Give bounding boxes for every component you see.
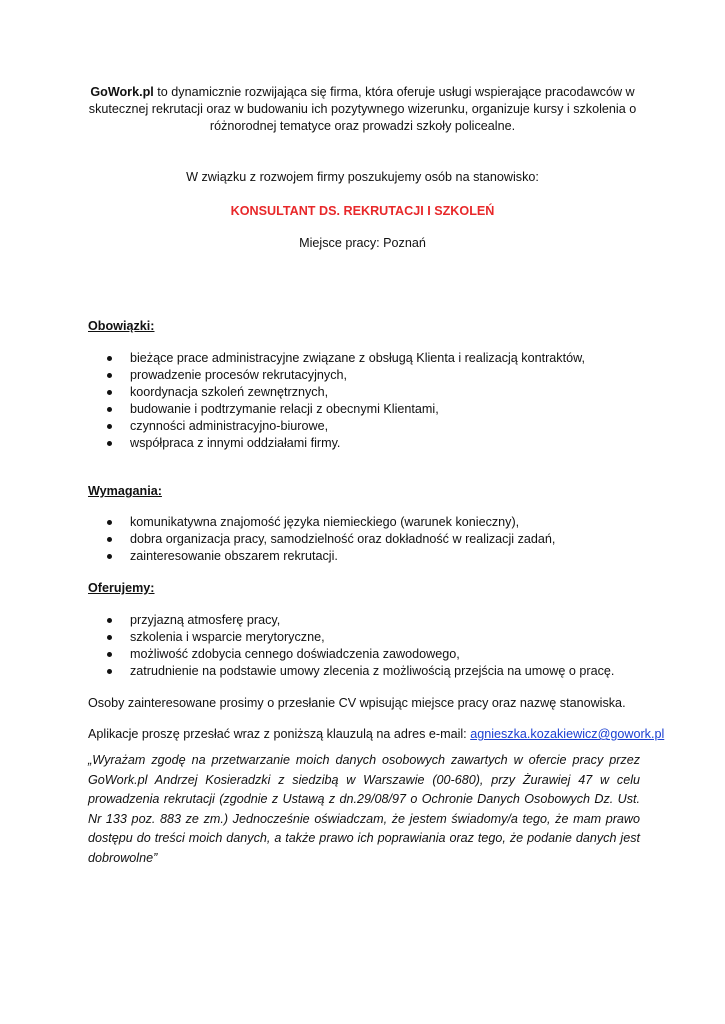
list-item: budowanie i podtrzymanie relacji z obecnymi Klientami, [88,401,585,418]
list-item: koordynacja szkoleń zewnętrznych, [88,384,585,401]
list-item: dobra organizacja pracy, samodzielność oraz dokładność w realizacji zadań, [88,531,555,548]
list-item: czynności administracyjno-biurowe, [88,418,585,435]
list-item: zainteresowanie obszarem rekrutacji. [88,548,555,565]
requirements-heading: Wymagania: [88,484,162,498]
company-name: GoWork.pl [90,85,154,99]
application-line [88,726,665,743]
consent-clause: „Wyrażam zgodę na przetwarzanie moich danych osobowych zawartych w ofercie pracy przez GoWork.pl Andrzej Kosieradzki z siedzibą w Warszawie (00-680), przy Żurawiej 47 w celu prowadzenia rekrutacji (zgodnie z Ustawą z dn.29/08/97 o Ochronie Danych Osobowych Dz. Ust. Nr 133 poz. 883 ze zm.) Jednocześnie oświadczam, że jestem świadomy/a tego, że mam prawo dostępu do treści moich danych, a także prawo ich poprawiania oraz tego, że podanie danych jest dobrowolne” [88,753,640,865]
list-item: szkolenia i wsparcie merytoryczne, [88,629,614,646]
company-intro [88,84,637,135]
looking-for-text: W związku z rozwojem firmy poszukujemy osób na stanowisko: [186,170,539,184]
list-item: bieżące prace administracyjne związane z obsługą Klienta i realizacją kontraktów, [88,350,585,367]
list-item: komunikatywna znajomość języka niemieckiego (warunek konieczny), [88,514,555,531]
list-item: możliwość zdobycia cennego doświadczenia zawodowego, [88,646,614,663]
offer-heading: Oferujemy: [88,581,155,595]
duties-list [88,350,585,452]
list-item: prowadzenie procesów rekrutacyjnych, [88,367,585,384]
application-text: Aplikacje proszę przesłać wraz z poniższą klauzulą na adres e-mail: [88,727,471,741]
list-item: współpraca z innymi oddziałami firmy. [88,435,585,452]
requirements-list [88,514,555,565]
company-description: to dynamicznie rozwijająca się firma, która oferuje usługi wspierające pracodawców w skutecznej rekrutacji oraz w budowaniu ich pozytywnego wizerunku, organizuje kursy i szkolenia o różnorodnej tematyce oraz prowadzi szkoły policealne. [88,85,637,133]
offer-list [88,612,614,680]
cv-note: Osoby zainteresowane prosimy o przesłanie CV wpisując miejsce pracy oraz nazwę stanowiska. [88,696,626,710]
position-title: KONSULTANT DS. REKRUTACJI I SZKOLEŃ [230,204,495,218]
list-item: zatrudnienie na podstawie umowy zlecenia z możliwością przejścia na umowę o pracę. [88,663,614,680]
workplace: Miejsce pracy: Poznań [299,236,426,250]
email-link[interactable]: agnieszka.kozakiewicz@gowork.pl [470,727,665,741]
duties-heading: Obowiązki: [88,319,155,333]
list-item: przyjazną atmosferę pracy, [88,612,614,629]
